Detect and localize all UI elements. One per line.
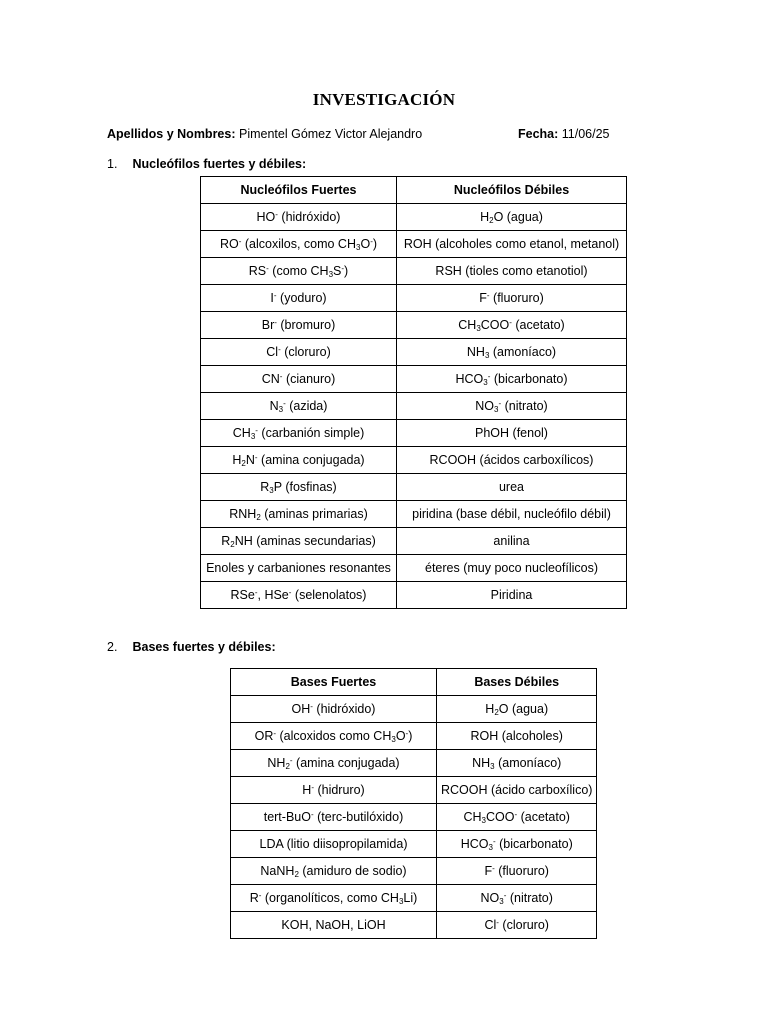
table-cell: $RNH_2$ (aminas primarias) — [201, 501, 397, 528]
table-row — [231, 750, 597, 777]
table-cell: piridina (base débil, nucleófilo débil) — [397, 501, 627, 528]
table-cell: Enoles y carbaniones resonantes — [201, 555, 397, 582]
table-cell: $CH_3^-$ (carbanión simple) — [201, 420, 397, 447]
table-row — [201, 204, 627, 231]
table-cell: ROH (alcoholes como etanol, metanol) — [397, 231, 627, 258]
table-cell: F- (fluoruro) — [437, 858, 597, 885]
table-header-row — [201, 177, 627, 204]
table-cell: $NH_3$ (amoníaco) — [397, 339, 627, 366]
table-cell: $HCO_3^-$ (bicarbonato) — [397, 366, 627, 393]
nucleophiles-table — [200, 176, 627, 609]
table-cell: $H_2O$ (agua) — [397, 204, 627, 231]
table-row — [231, 858, 597, 885]
table-row — [201, 447, 627, 474]
table-cell: RCOOH (ácidos carboxílicos) — [397, 447, 627, 474]
table-row — [231, 723, 597, 750]
table-cell: $H_2N^-$ (amina conjugada) — [201, 447, 397, 474]
table-header-row — [231, 669, 597, 696]
table-cell: RSH (tioles como etanotiol) — [397, 258, 627, 285]
date-label: Fecha: — [518, 127, 559, 141]
table-cell: PhOH (fenol) — [397, 420, 627, 447]
table-row — [231, 912, 597, 939]
table-cell: OR- (alcoxidos como $CH_3O^-$) — [231, 723, 437, 750]
table-cell: $N_3^-$ (azida) — [201, 393, 397, 420]
table-cell: $H_2O$ (agua) — [437, 696, 597, 723]
section2-heading — [107, 640, 276, 654]
table-cell: HO- (hidróxido) — [201, 204, 397, 231]
table-cell: $R_3P$ (fosfinas) — [201, 474, 397, 501]
section1-number: 1. — [107, 157, 118, 171]
table-cell: I- (yoduro) — [201, 285, 397, 312]
table-cell: $HCO_3^-$ (bicarbonato) — [437, 831, 597, 858]
bases-table — [230, 668, 597, 939]
table-cell: $NO_3^-$ (nitrato) — [397, 393, 627, 420]
table-row — [201, 420, 627, 447]
table-row — [231, 696, 597, 723]
section1-title: Nucleófilos fuertes y débiles: — [132, 157, 307, 171]
table-cell: R- (organolíticos, como $CH_3Li$) — [231, 885, 437, 912]
table-cell: tert-BuO- (terc-butilóxido) — [231, 804, 437, 831]
table-cell: LDA (litio diisopropilamida) — [231, 831, 437, 858]
table-cell: Cl- (cloruro) — [437, 912, 597, 939]
section1-heading — [107, 157, 306, 171]
date-value: 11/06/25 — [561, 127, 610, 141]
table-cell: Cl- (cloruro) — [201, 339, 397, 366]
table-row — [201, 285, 627, 312]
table-row — [201, 393, 627, 420]
table-cell: Piridina — [397, 582, 627, 609]
table-row — [201, 339, 627, 366]
table-cell: RS- (como $CH_3S^-$) — [201, 258, 397, 285]
table-row — [201, 555, 627, 582]
table-cell: CN- (cianuro) — [201, 366, 397, 393]
column-header: Bases Fuertes — [231, 669, 437, 696]
table-row — [201, 474, 627, 501]
table-row — [201, 582, 627, 609]
section2-title: Bases fuertes y débiles: — [132, 640, 276, 654]
name-line — [107, 127, 422, 141]
table-row — [231, 831, 597, 858]
name-label: Apellidos y Nombres: — [107, 127, 236, 141]
table-cell: ROH (alcoholes) — [437, 723, 597, 750]
table-cell: Br- (bromuro) — [201, 312, 397, 339]
name-value: Pimentel Gómez Victor Alejandro — [238, 127, 423, 141]
section2-number: 2. — [107, 640, 118, 654]
column-header: Bases Débiles — [437, 669, 597, 696]
table-cell: F- (fluoruro) — [397, 285, 627, 312]
table-row — [231, 777, 597, 804]
document-title: INVESTIGACIÓN — [312, 90, 456, 109]
table-cell: $CH_3COO^-$ (acetato) — [437, 804, 597, 831]
table-cell: $NO_3^-$ (nitrato) — [437, 885, 597, 912]
table-cell: NaNH$_2$ (amiduro de sodio) — [231, 858, 437, 885]
table-cell: $NH_2^-$ (amina conjugada) — [231, 750, 437, 777]
table-cell: $NH_3$ (amoníaco) — [437, 750, 597, 777]
column-header: Nucleófilos Débiles — [397, 177, 627, 204]
table-row — [201, 501, 627, 528]
table-cell: RCOOH (ácido carboxílico) — [437, 777, 597, 804]
table-cell: OH- (hidróxido) — [231, 696, 437, 723]
table-cell: KOH, NaOH, LiOH — [231, 912, 437, 939]
table-cell: $R_2NH$ (aminas secundarias) — [201, 528, 397, 555]
table-row — [201, 366, 627, 393]
table-cell: H- (hidruro) — [231, 777, 437, 804]
table-cell: $CH_3COO^-$ (acetato) — [397, 312, 627, 339]
table-cell: anilina — [397, 528, 627, 555]
table-cell: éteres (muy poco nucleofílicos) — [397, 555, 627, 582]
table-cell: urea — [397, 474, 627, 501]
table-row — [201, 528, 627, 555]
table-row — [231, 885, 597, 912]
table-row — [201, 258, 627, 285]
table-cell: RO- (alcoxilos, como $CH_3O^-$) — [201, 231, 397, 258]
table-row — [231, 804, 597, 831]
table-cell: RSe-, HSe- (selenolatos) — [201, 582, 397, 609]
table-row — [201, 312, 627, 339]
column-header: Nucleófilos Fuertes — [201, 177, 397, 204]
table-row — [201, 231, 627, 258]
date-line — [518, 127, 610, 141]
